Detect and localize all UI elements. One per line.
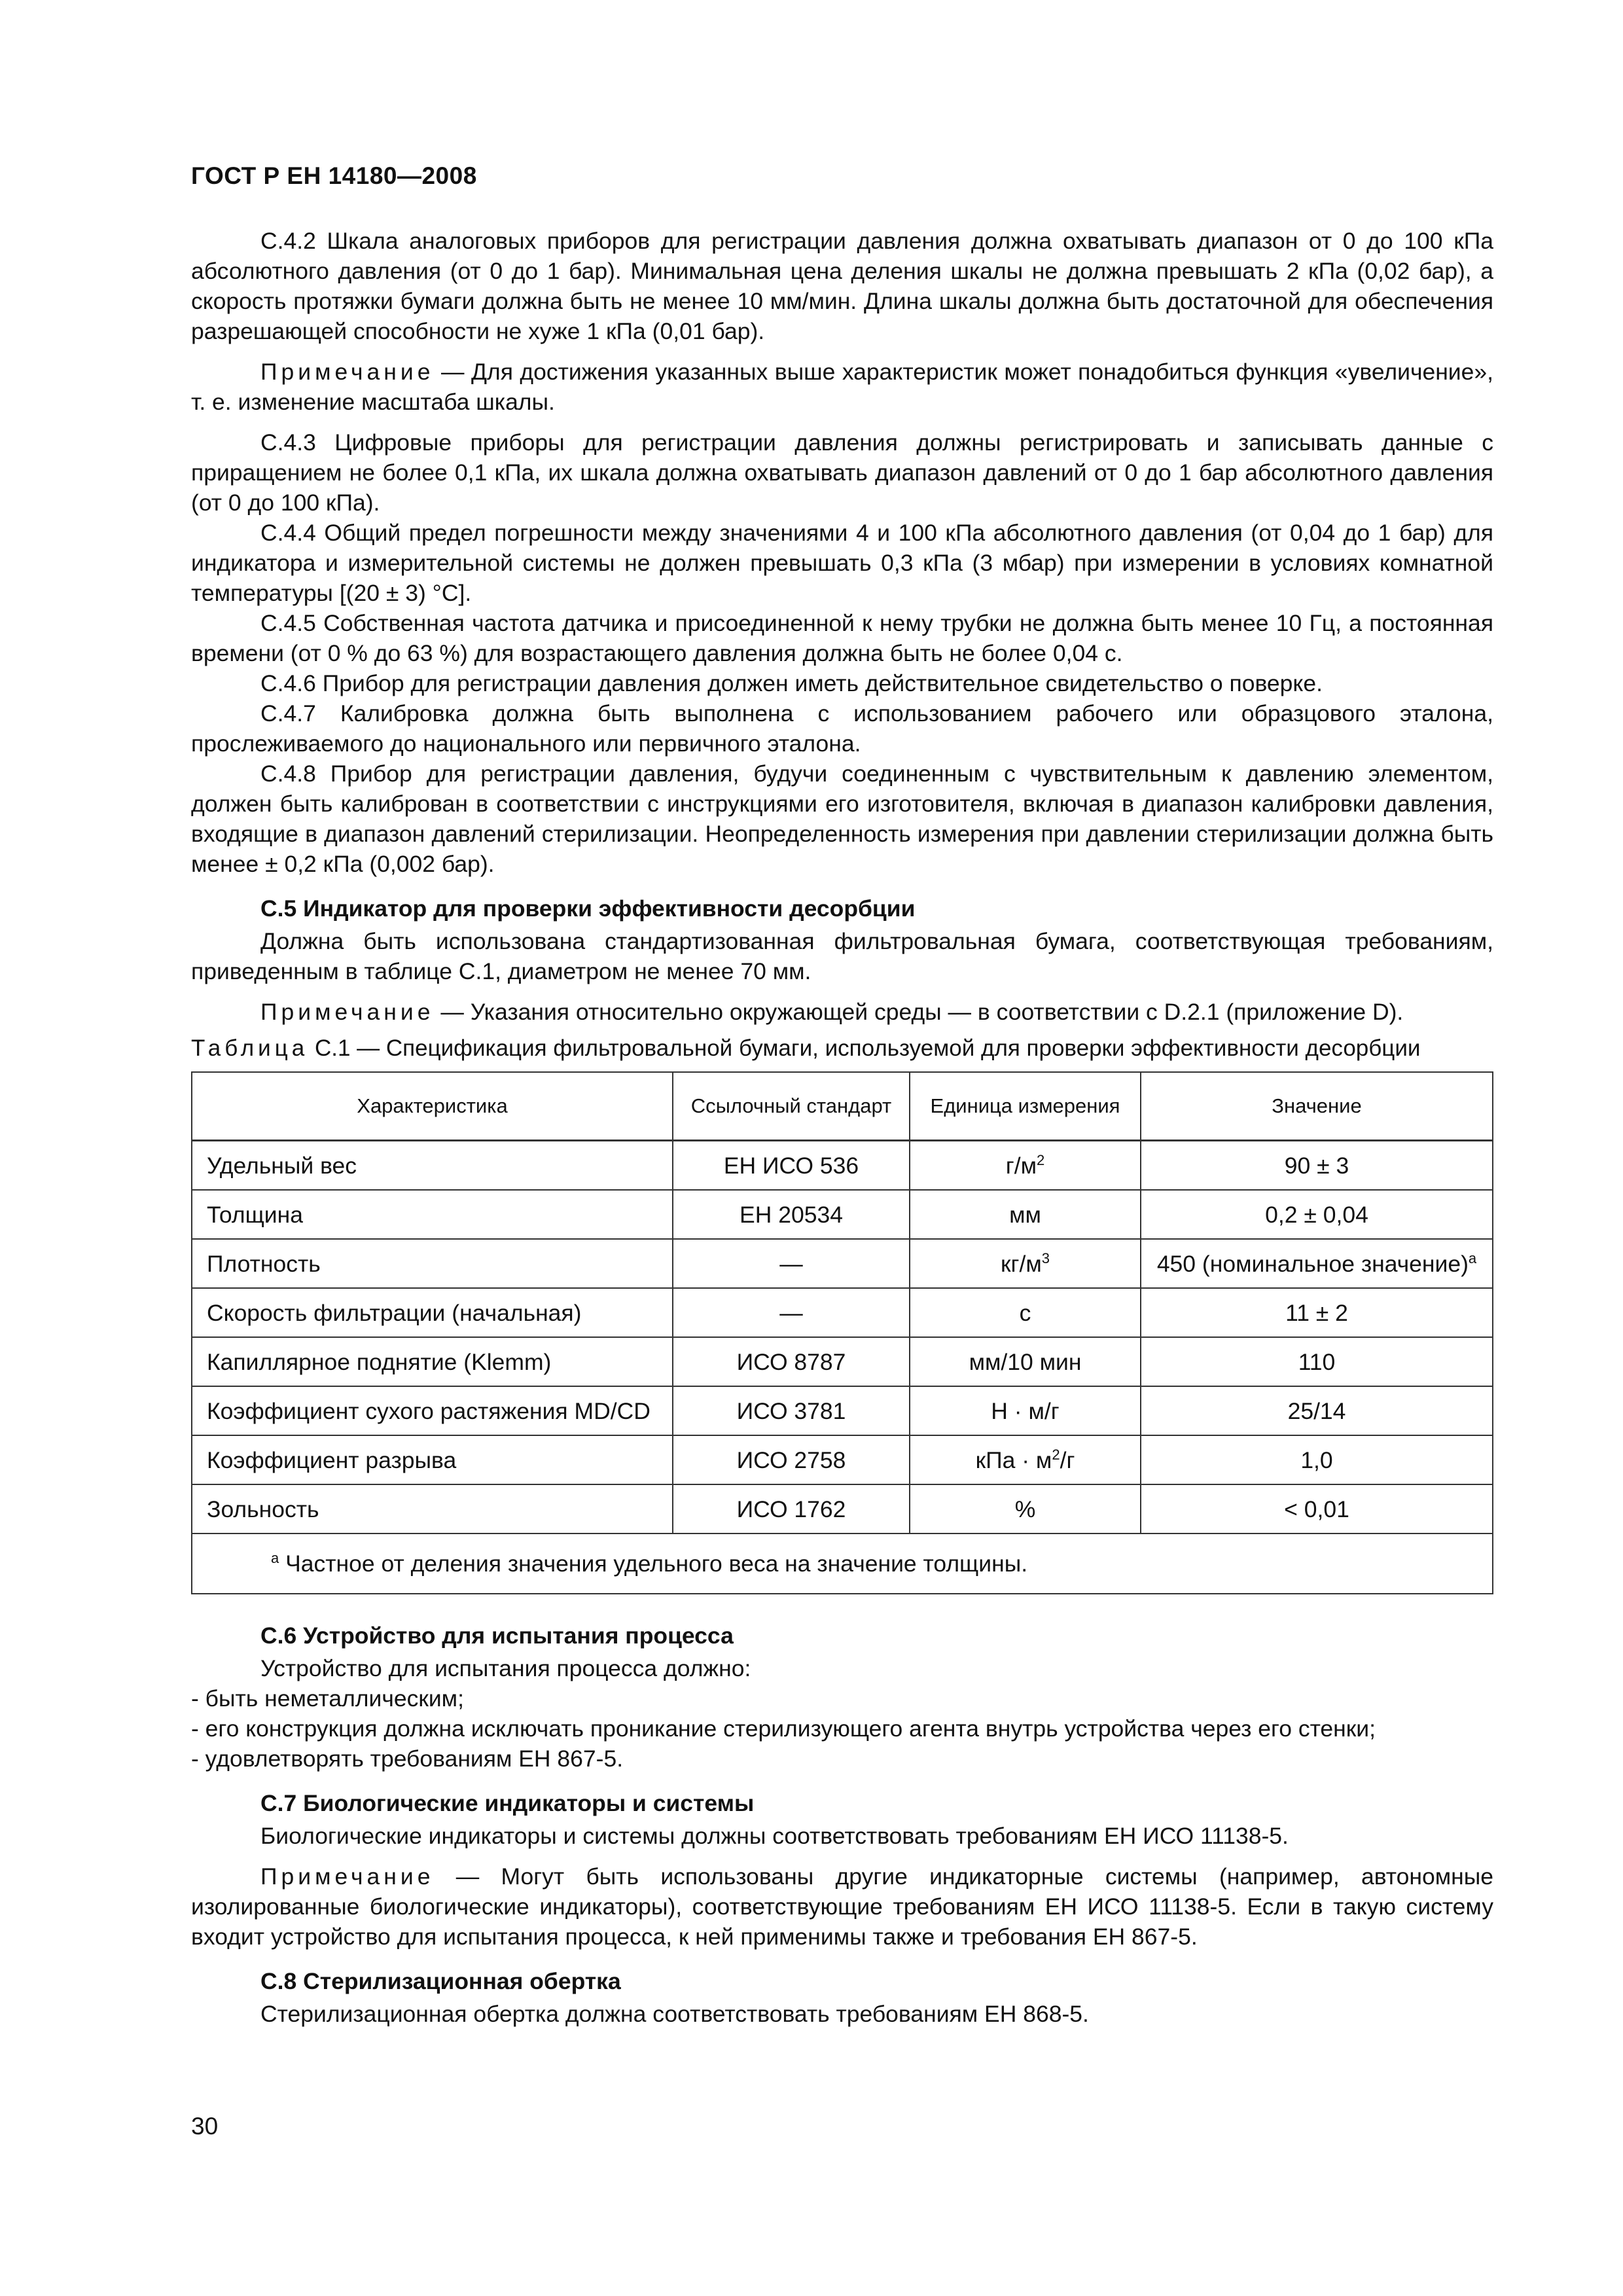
note-text: — Могут быть использованы другие индикаторные системы (например, автономные изолированные биологические индикаторы), соответствующие требованиям ЕН ИСО 11138-5. Если в такую систему входит устройство для испытания процесса, к ней применимы также и требования ЕН 867-5. xyxy=(191,1863,1493,1950)
section-heading-c7: С.7 Биологические индикаторы и системы xyxy=(260,1790,755,1816)
cell-unit: с xyxy=(910,1288,1141,1337)
cell-value: 1,0 xyxy=(1141,1435,1493,1484)
table-row xyxy=(192,1435,1493,1484)
unit-exponent: 2 xyxy=(1052,1446,1060,1463)
paragraph-c4-5: С.4.5 Собственная частота датчика и присоединенной к нему трубки не должна быть менее 10 Гц, а постоянная времени (от 0 % до 63 %) для возрастающего давления должна быть не более 0,04 с. xyxy=(191,610,1493,666)
column-header: Значение xyxy=(1141,1072,1493,1141)
cell-unit xyxy=(910,1435,1141,1484)
table-caption xyxy=(191,1033,1493,1064)
paragraph-c5: Должна быть использована стандартизованная фильтровальная бумага, соответствующая требованиям, приведенным в таблице С.1, диаметром не менее 70 мм. xyxy=(191,928,1493,984)
c6-list xyxy=(191,1653,1493,1774)
table-row xyxy=(192,1190,1493,1239)
page-number: 30 xyxy=(191,2113,219,2140)
table-label: Таблица xyxy=(191,1035,309,1061)
unit-exponent: 2 xyxy=(1036,1151,1045,1168)
cell-unit: Н · м/г xyxy=(910,1386,1141,1435)
cell-unit: мм xyxy=(910,1190,1141,1239)
list-item: - удовлетворять требованиям ЕН 867-5. xyxy=(191,1746,624,1772)
column-header: Ссылочный стандарт xyxy=(673,1072,910,1141)
cell-characteristic: Капиллярное поднятие (Klemm) xyxy=(192,1337,673,1386)
section-heading-c5: С.5 Индикатор для проверки эффективности десорбции xyxy=(260,895,916,922)
cell-characteristic: Зольность xyxy=(192,1484,673,1534)
footnote-mark: а xyxy=(271,1550,279,1567)
table-footnote-row xyxy=(192,1534,1493,1594)
cell-standard: — xyxy=(673,1288,910,1337)
cell-standard: ИСО 1762 xyxy=(673,1484,910,1534)
table-row xyxy=(192,1337,1493,1386)
cell-characteristic: Коэффициент сухого растяжения MD/CD xyxy=(192,1386,673,1435)
cell-unit xyxy=(910,1141,1141,1191)
cell-standard: ЕН 20534 xyxy=(673,1190,910,1239)
cell-standard: — xyxy=(673,1239,910,1288)
unit-text: кПа · м xyxy=(975,1446,1052,1473)
cell-value: 110 xyxy=(1141,1337,1493,1386)
unit-text: г/м xyxy=(1005,1152,1037,1179)
footnote-text: Частное от деления значения удельного веса на значение толщины. xyxy=(279,1551,1028,1577)
note-label: Примечание xyxy=(260,1863,435,1890)
cell-value: 0,2 ± 0,04 xyxy=(1141,1190,1493,1239)
table-row xyxy=(192,1141,1493,1191)
cell-value: 11 ± 2 xyxy=(1141,1288,1493,1337)
list-item: - его конструкция должна исключать проникание стерилизующего агента внутрь устройства через его стенки; xyxy=(191,1715,1376,1742)
cell-value xyxy=(1141,1239,1493,1288)
cell-characteristic: Скорость фильтрации (начальная) xyxy=(192,1288,673,1337)
note-text: — Указания относительно окружающей среды — в соответствии с D.2.1 (приложение D). xyxy=(434,999,1404,1025)
table-row xyxy=(192,1386,1493,1435)
cell-standard: ИСО 3781 xyxy=(673,1386,910,1435)
cell-value: < 0,01 xyxy=(1141,1484,1493,1534)
table-row xyxy=(192,1239,1493,1288)
table-footnote xyxy=(192,1534,1493,1594)
note-label: Примечание xyxy=(260,359,435,385)
unit-text: кг/м xyxy=(1001,1250,1042,1277)
list-intro: Устройство для испытания процесса должно: xyxy=(260,1655,751,1681)
paragraph-c7: Биологические индикаторы и системы должны соответствовать требованиям ЕН ИСО 11138-5. xyxy=(260,1823,1289,1849)
table-header-row xyxy=(192,1072,1493,1141)
cell-standard: ЕН ИСО 536 xyxy=(673,1141,910,1191)
cell-standard: ИСО 8787 xyxy=(673,1337,910,1386)
cell-value: 25/14 xyxy=(1141,1386,1493,1435)
paragraph-c4-2: С.4.2 Шкала аналоговых приборов для регистрации давления должна охватывать диапазон от 0 до 100 кПа абсолютного давления (от 0 до 1 бар). Минимальная цена деления шкалы не должна превышать 2 кПа (0,02 бар), а скорость протяжки бумаги должна быть не менее 10 мм/мин. Длина шкалы должна быть достаточной для обеспечения разрешающей способности не хуже 1 кПа (0,01 бар). xyxy=(191,228,1493,344)
paragraph-c8: Стерилизационная обертка должна соответствовать требованиям ЕН 868-5. xyxy=(260,2001,1089,2027)
paragraph-c4-8: С.4.8 Прибор для регистрации давления, будучи соединенным с чувствительным к давлению элементом, должен быть калиброван в соответствии с инструкциями его изготовителя, включая в диапазон калибровки давления, входящие в диапазон давлений стерилизации. Неопределенность измерения при давлении стерилизации должна быть менее ± 0,2 кПа (0,002 бар). xyxy=(191,761,1493,877)
paragraph-c4-3: С.4.3 Цифровые приборы для регистрации давления должны регистрировать и записывать данные с приращением не более 0,1 кПа, их шкала должна охватывать диапазон давлений от 0 до 1 бар абсолютного давления (от 0 до 100 кПа). xyxy=(191,429,1493,516)
paragraph-c4-6: С.4.6 Прибор для регистрации давления должен иметь действительное свидетельство о поверке. xyxy=(260,670,1323,696)
spec-table xyxy=(191,1071,1493,1594)
cell-value: 90 ± 3 xyxy=(1141,1141,1493,1191)
column-header: Единица измерения xyxy=(910,1072,1141,1141)
footnote-reference: а xyxy=(1468,1249,1477,1266)
section-heading-c8: С.8 Стерилизационная обертка xyxy=(260,1968,621,1994)
note-text: — Для достижения указанных выше характеристик может понадобиться функция «увеличение», т. е. изменение масштаба шкалы. xyxy=(191,359,1493,415)
note-label: Примечание xyxy=(260,999,435,1025)
table-row xyxy=(192,1288,1493,1337)
cell-characteristic: Удельный вес xyxy=(192,1141,673,1191)
cell-characteristic: Коэффициент разрыва xyxy=(192,1435,673,1484)
list-item: - быть неметаллическим; xyxy=(191,1685,464,1712)
note-c5 xyxy=(191,997,1493,1027)
paragraph-c4-4: С.4.4 Общий предел погрешности между значениями 4 и 100 кПа абсолютного давления (от 0,04 до 1 бар) для индикатора и измерительной системы не должен превышать 0,3 кПа (3 мбар) при измерении в условиях комнатной температуры [(20 ± 3) °С]. xyxy=(191,520,1493,606)
cell-unit: % xyxy=(910,1484,1141,1534)
section-heading-c6: С.6 Устройство для испытания процесса xyxy=(260,1623,734,1649)
cell-unit xyxy=(910,1239,1141,1288)
cell-standard: ИСО 2758 xyxy=(673,1435,910,1484)
value-text: 450 (номинальное значение) xyxy=(1156,1250,1469,1277)
cell-characteristic: Плотность xyxy=(192,1239,673,1288)
document-body xyxy=(191,226,1493,2029)
column-header: Характеристика xyxy=(192,1072,673,1141)
unit-tail: /г xyxy=(1060,1446,1075,1473)
table-row xyxy=(192,1484,1493,1534)
note-c7 xyxy=(191,1861,1493,1952)
note-c4-2 xyxy=(191,357,1493,417)
unit-exponent: 3 xyxy=(1041,1249,1050,1266)
cell-characteristic: Толщина xyxy=(192,1190,673,1239)
cell-unit: мм/10 мин xyxy=(910,1337,1141,1386)
document-header: ГОСТ Р ЕН 14180—2008 xyxy=(191,162,477,189)
paragraph-c4-7: С.4.7 Калибровка должна быть выполнена с использованием рабочего или образцового эталона, прослеживаемого до национального или первичного эталона. xyxy=(191,700,1493,757)
table-title: С.1 — Спецификация фильтровальной бумаги, используемой для проверки эффективности десорбции xyxy=(308,1035,1421,1061)
